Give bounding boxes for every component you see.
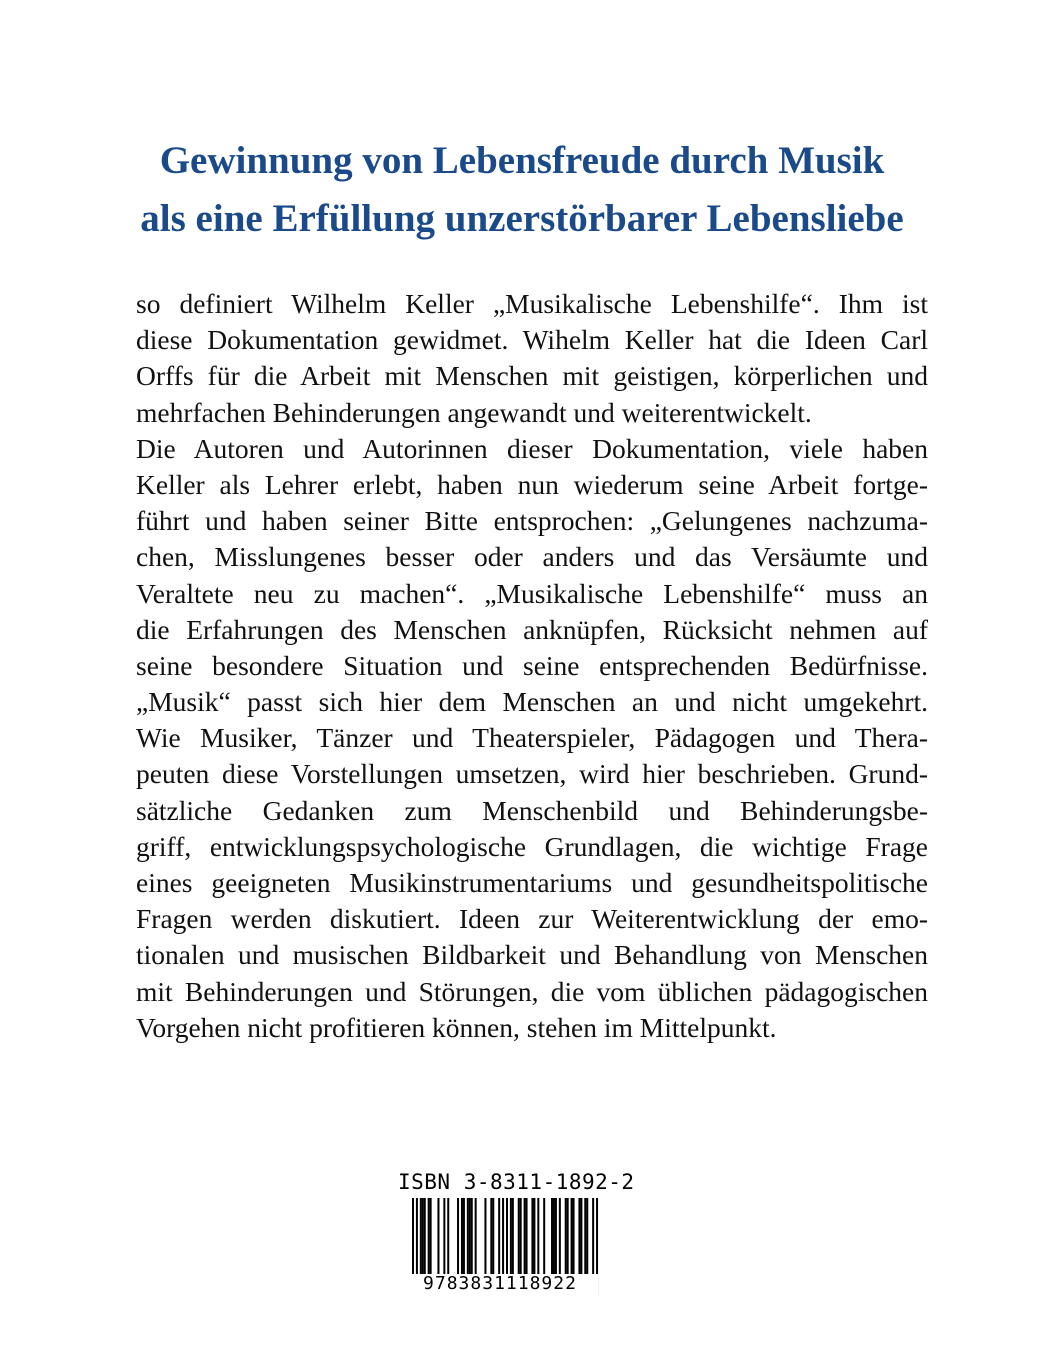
barcode-bar <box>420 1198 422 1276</box>
barcode-bar <box>430 1198 432 1276</box>
blurb-line: Veraltete neu zu machen“. „Musikalische Lebenshilfe“ muss an <box>136 577 928 609</box>
blurb-line: so definiert Wilhelm Keller „Musikalische Lebenshilfe“. Ihm ist <box>136 288 928 319</box>
ean-digits: 9783831118922 <box>423 1273 577 1294</box>
barcode-bar <box>447 1198 449 1276</box>
headline <box>0 132 1044 248</box>
headline-line-2: als eine Erfüllung unzerstörbarer Lebensliebe <box>140 197 904 240</box>
barcode-bar <box>578 1198 580 1276</box>
blurb-line: Die Autoren und Autorinnen dieser Dokumentation, viele haben <box>136 432 928 464</box>
barcode-bar <box>524 1198 526 1276</box>
barcode-bar <box>461 1198 463 1276</box>
barcode-bar <box>490 1198 492 1276</box>
barcode-bar <box>492 1198 494 1276</box>
barcode-bar <box>510 1198 512 1276</box>
barcode-bar <box>512 1198 514 1276</box>
blurb-line: Keller als Lehrer erlebt, haben nun wiederum seine Arbeit fortge- <box>136 468 928 500</box>
barcode-bar <box>422 1198 424 1276</box>
barcode-bar <box>518 1198 520 1276</box>
barcode-bar <box>467 1198 469 1276</box>
barcode-bar <box>484 1198 486 1276</box>
headline-line-1: Gewinnung von Lebensfreude durch Musik <box>159 139 885 182</box>
blurb-line: sätzliche Gedanken zum Menschenbild und Behinderungsbe- <box>136 794 928 826</box>
barcode-bar <box>526 1198 528 1276</box>
blurb-line: mehrfachen Behinderungen angewandt und weiterentwickelt. <box>136 396 812 428</box>
blurb-line: griff, entwicklungspsychologische Grundlagen, die wichtige Frage <box>136 830 928 862</box>
barcode-bar <box>424 1198 426 1276</box>
blurb-line: peuten diese Vorstellungen umsetzen, wird hier beschrieben. Grund- <box>136 758 928 790</box>
barcode-bar <box>437 1198 439 1276</box>
barcode-bar <box>567 1198 569 1276</box>
barcode-bar <box>565 1198 567 1276</box>
barcode-bar <box>571 1198 573 1276</box>
barcode-bar <box>471 1198 473 1276</box>
blurb-line: diese Dokumentation gewidmet. Wihelm Keller hat die Ideen Carl <box>136 324 928 356</box>
barcode-bar <box>531 1198 533 1276</box>
blurb-line: chen, Misslungenes besser oder anders und das Versäumte und <box>136 541 928 573</box>
blurb-line: Vorgehen nicht profitieren können, stehen im Mittelpunkt. <box>136 1011 777 1043</box>
blurb-line: Orffs für die Arbeit mit Menschen mit geistigen, körperlichen und <box>136 360 928 392</box>
barcode-bar <box>586 1198 588 1276</box>
blurb-line: führt und haben seiner Bitte entsprochen: „Gelungenes nachzuma- <box>136 505 928 537</box>
barcode-bar <box>463 1198 465 1276</box>
barcode-bar <box>475 1198 477 1276</box>
blurb-line: Wie Musiker, Tänzer und Theaterspieler, Pädagogen und Thera- <box>136 722 928 754</box>
barcode-bar <box>543 1198 545 1276</box>
barcode-bar <box>555 1198 557 1276</box>
blurb-line: „Musik“ passt sich hier dem Menschen an und nicht umgekehrt. <box>136 686 928 718</box>
barcode-bar <box>520 1198 522 1276</box>
barcode-bar <box>498 1198 500 1276</box>
barcode-bar <box>580 1198 582 1276</box>
barcode-bar <box>537 1198 539 1276</box>
barcode-bar <box>573 1198 575 1276</box>
barcode-bar <box>559 1198 561 1276</box>
blurb-text <box>136 286 928 1046</box>
blurb-line: seine besondere Situation und seine entsprechenden Bedürfnisse. <box>136 649 928 681</box>
blurb-line: Fragen werden diskutiert. Ideen zur Weiterentwicklung der emo- <box>136 903 928 935</box>
blurb-line: eines geeigneten Musikinstrumentariums und gesundheitspolitische <box>136 867 928 898</box>
barcode-bar <box>584 1198 586 1276</box>
barcode-bar <box>469 1198 471 1276</box>
barcode-bar <box>533 1198 535 1276</box>
isbn-label: ISBN 3-8311-1892-2 <box>398 1170 635 1194</box>
barcode-bar <box>457 1198 459 1276</box>
barcode-bar <box>428 1198 430 1276</box>
isbn-barcode-block <box>398 1170 635 1294</box>
barcode-bar <box>443 1198 445 1276</box>
blurb-line: die Erfahrungen des Menschen anknüpfen, Rücksicht nehmen auf <box>136 613 928 645</box>
barcode-bar <box>553 1198 555 1276</box>
barcode-bar <box>551 1198 553 1276</box>
blurb-line: mit Behinderungen und Störungen, die vom üblichen pädagogischen <box>136 975 928 1007</box>
blurb-line: tionalen und musischen Bildbarkeit und Behandlung von Menschen <box>136 939 928 971</box>
